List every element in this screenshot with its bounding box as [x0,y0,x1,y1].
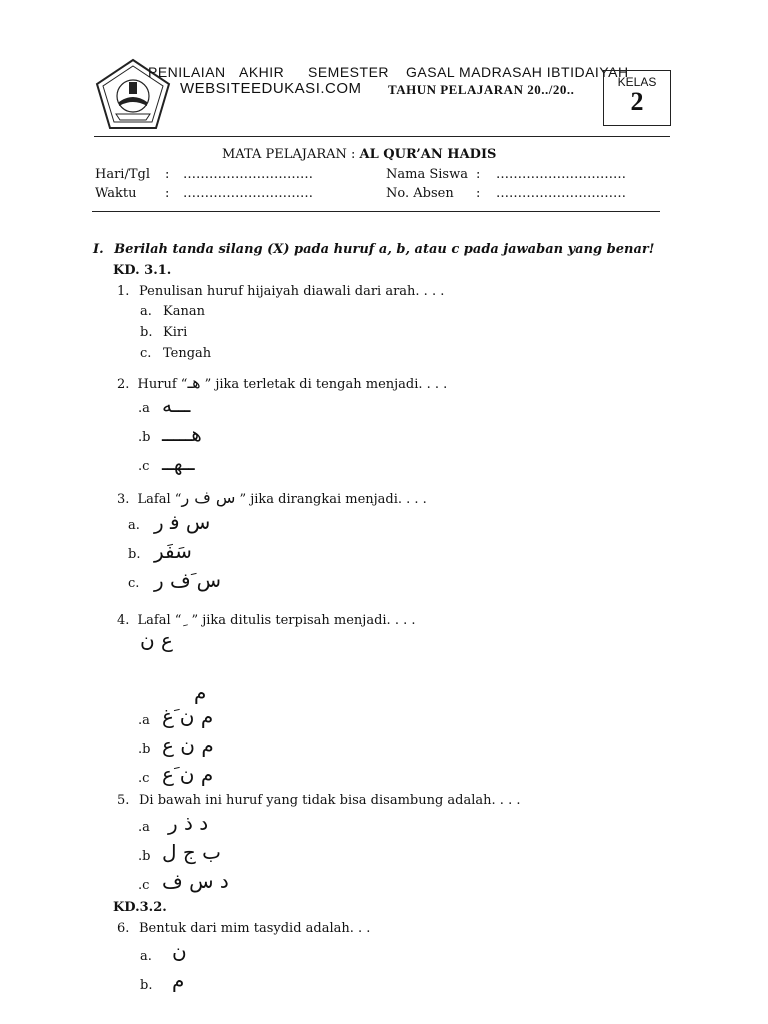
field-label: Waktu [95,186,137,201]
school-year: TAHUN PELAJARAN 20../20.. [388,82,575,97]
option-c[interactable] [138,762,214,786]
section-instruction [93,242,654,257]
option-letter: .b [138,742,151,757]
question-number: 4. [117,613,130,628]
option-letter: .a [138,713,150,728]
field-nama [386,167,626,182]
kelas-value: 2 [630,87,644,116]
field-label: Nama Siswa [386,167,468,182]
option-letter: c. [140,346,152,361]
option-letter: .c [138,459,150,474]
question-4 [117,609,415,628]
question-post: ” jika ditulis terpisah menjadi. . . . [191,613,416,628]
question-arabic: س ف ر [181,488,236,507]
option-letter: .a [138,820,150,835]
option-letter: b. [128,547,141,562]
subject-name: AL QUR’AN HADIS [359,147,497,162]
question-number: 2. [117,377,130,392]
option-arabic: ــهــ [162,451,195,475]
option-arabic: ن [172,939,187,963]
option-letter: .c [138,878,150,893]
option-text: Kiri [163,325,188,340]
kd-label: KD.3.2. [113,900,167,915]
question-6 [117,921,371,936]
option-letter: b. [140,325,153,340]
field-hari [95,167,313,182]
option-arabic: س ﻓ ر [154,510,211,534]
field-colon: : [165,186,170,201]
question-pre: Lafal “ [137,492,182,507]
option-text: Tengah [163,346,212,361]
question-number: 5. [117,793,130,808]
option-c[interactable] [128,568,222,592]
option-arabic: م ن ع [162,733,214,757]
header-divider [94,136,670,137]
field-dots[interactable]: ………………………… [496,186,626,201]
field-label: Hari/Tgl [95,167,150,182]
field-absen [386,186,626,201]
field-colon: : [476,167,481,182]
title-word: PENILAIAN [148,64,226,80]
question-post: ” jika terletak di tengah menjadi. . . . [204,377,448,392]
field-dots[interactable]: ………………………… [183,167,313,182]
title-word: GASAL MADRASAH IBTIDAIYAH [406,64,629,80]
question-text: Di bawah ini huruf yang tidak bisa disambung adalah. . . . [139,793,521,808]
option-letter: b. [140,978,153,993]
option-a[interactable] [140,939,187,964]
option-letter: .b [138,430,151,445]
question-number: 1. [117,284,130,299]
option-letter: c. [128,576,140,591]
field-waktu [95,186,313,201]
option-arabic: ب ج ل [162,840,221,864]
option-letter: .c [138,771,150,786]
option-c[interactable] [138,451,195,475]
option-b[interactable] [138,840,221,864]
subject-prefix: MATA PELAJARAN : [222,147,356,162]
option-arabic: هـــــ [162,422,202,446]
question-5 [117,793,521,808]
option-a[interactable] [138,393,191,417]
kelas-box [603,70,671,126]
subject-line [222,147,496,162]
question-text: Penulisan huruf hijaiyah diawali dari arah. . . . [139,284,445,299]
kd-label: KD. 3.1. [113,263,172,278]
option-b[interactable] [140,968,185,993]
field-colon: : [165,167,170,182]
option-letter: .a [138,401,150,416]
field-colon: : [476,186,481,201]
option-arabic: م ن َع [162,762,214,786]
option-arabic: س َف ر [154,568,222,592]
option-b[interactable] [138,733,214,757]
option-letter: a. [140,949,152,964]
title-word: SEMESTER [308,64,390,80]
option-b[interactable] [128,539,192,563]
option-letter: a. [140,304,152,319]
fields-divider [92,211,660,212]
option-letter: a. [128,518,140,533]
website-name: WEBSITEEDUKASI.COM [180,80,362,97]
option-b[interactable] [140,325,188,340]
option-a[interactable] [138,811,209,835]
question-1 [117,284,445,299]
option-arabic: ـــه [162,393,191,417]
question-stem-arabic: م [194,680,207,704]
option-c[interactable] [140,346,212,361]
option-a[interactable] [128,510,211,534]
option-a[interactable] [140,304,205,319]
kelas-label: KELAS [617,75,657,89]
field-label: No. Absen [386,186,454,201]
question-stem-arabic: ع ن [140,628,173,652]
option-letter: .b [138,849,151,864]
question-post: ” jika dirangkai menjadi. . . . [239,492,427,507]
option-arabic: د ذ ر [168,811,209,835]
section-numeral: I. [93,242,104,257]
question-arabic: هـ [187,373,201,392]
question-pre: Lafal “ [137,613,182,628]
field-dots[interactable]: ………………………… [183,186,313,201]
question-number: 3. [117,492,130,507]
option-arabic: م [172,968,185,992]
option-text: Kanan [163,304,205,319]
option-a[interactable] [138,704,214,728]
option-arabic: م ن َغ [162,704,214,728]
instruction-text: Berilah tanda silang (X) pada huruf a, b, atau c pada jawaban yang benar! [114,242,655,257]
question-pre: Huruf “ [137,377,188,392]
option-c[interactable] [138,869,229,893]
option-b[interactable] [138,422,202,446]
field-dots[interactable]: ………………………… [496,167,626,182]
title-word: AKHIR [239,64,285,80]
option-arabic: د س ف [162,869,229,893]
question-number: 6. [117,921,130,936]
option-arabic: سَفَر [154,539,192,563]
question-text: Bentuk dari mim tasydid adalah. . . [139,921,371,936]
question-2 [117,373,447,392]
question-3 [117,488,427,507]
